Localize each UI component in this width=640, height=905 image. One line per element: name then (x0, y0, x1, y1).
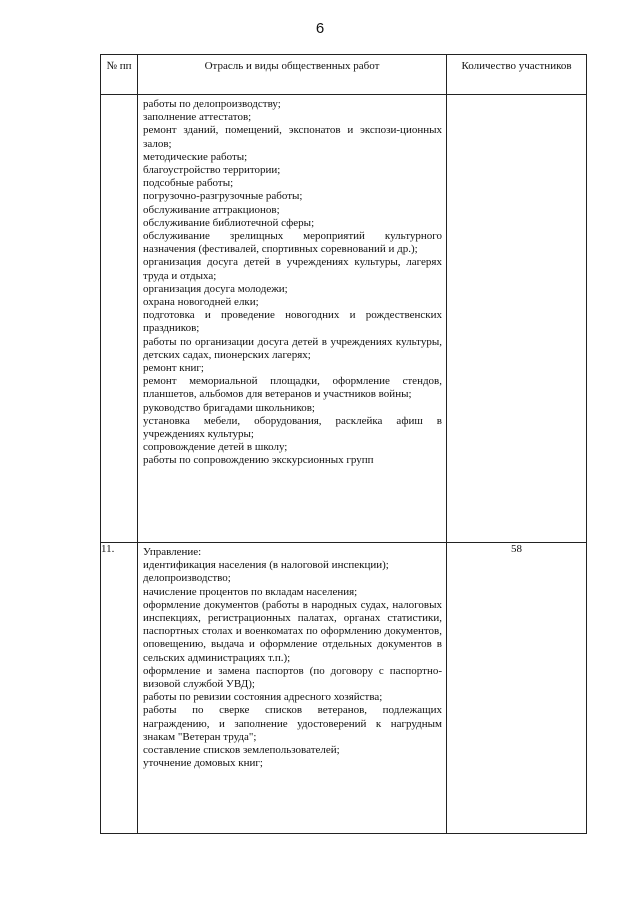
work-item: руководство бригадами школьников; (143, 401, 315, 414)
work-item: делопроизводство; (143, 572, 231, 585)
work-item: подсобные работы; (143, 177, 234, 190)
work-item: начисление процентов по вкладам населения; (143, 585, 358, 598)
work-item: работы по сверке списков ветеранов, подлежащих награждению, и заполнение удостоверений к нагрудным знакам "Ветеран труда"; (143, 704, 442, 743)
work-item: составление списков землепользователей; (143, 744, 340, 757)
work-item: оформление и замена паспортов (по договору с паспортно-визовой службой УВД); (143, 664, 442, 691)
work-item: Управление: (143, 546, 202, 558)
work-item: сопровождение детей в школу; (143, 441, 288, 454)
work-item: установка мебели, оборудования, расклейка афиш в учреждениях культуры; (143, 414, 442, 441)
table-row (101, 543, 587, 834)
work-item: работы по ревизии состояния адресного хозяйства; (143, 691, 383, 704)
row-number: 11. (101, 543, 138, 834)
work-item: обслуживание аттракционов; (143, 203, 280, 216)
header-sector: Отрасль и виды общественных работ (138, 55, 447, 95)
work-item: работы по делопроизводству; (143, 98, 281, 110)
work-item: идентификация населения (в налоговой инспекции); (143, 559, 389, 572)
work-item: оформление документов (работы в народных судах, налоговых инспекциях, регистрационных палатах, органах статистики, паспортных столах и военкоматах по оформлению документов, оповещению, выдача и оформление отдельных документов в сельских администрациях т.п.); (143, 598, 442, 664)
work-item: обслуживание зрелищных мероприятий культурного назначения (фестивалей, спортивных соревнований и др.); (143, 230, 442, 256)
row-participant-count (447, 95, 587, 543)
row-sector-cell (138, 543, 447, 834)
page-number: 6 (315, 20, 325, 37)
work-item: методические работы; (143, 150, 248, 163)
work-item: организация досуга детей в учреждениях культуры, лагерях труда и отдыха; (143, 256, 442, 282)
work-item: работы по организации досуга детей в учреждениях культуры, детских садах, пионерских лагерях; (143, 335, 442, 361)
work-item: заполнение аттестатов; (143, 111, 252, 124)
table-row (101, 95, 587, 543)
work-item: ремонт книг; (143, 362, 204, 375)
work-item: ремонт мемориальной площадки, оформление стендов, планшетов, альбомов для ветеранов и участников войны; (143, 375, 442, 401)
work-item: благоустройство территории; (143, 164, 281, 177)
row-number (101, 95, 138, 543)
work-list (138, 95, 446, 472)
table-header-row (101, 55, 587, 95)
row-participant-count: 58 (447, 543, 587, 834)
work-item: уточнение домовых книг; (143, 757, 263, 770)
header-participant-count: Количество участников (447, 55, 587, 95)
work-item: подготовка и проведение новогодних и рождественских праздников; (143, 309, 442, 335)
work-item: ремонт зданий, помещений, экспонатов и экспози-ционных залов; (143, 124, 442, 150)
work-list (138, 543, 446, 774)
work-item: работы по сопровождению экскурсионных групп (143, 454, 374, 467)
work-item: охрана новогодней елки; (143, 296, 259, 309)
work-item: погрузочно-разгрузочные работы; (143, 190, 303, 203)
work-item: обслуживание библиотечной сферы; (143, 216, 315, 229)
public-works-table (100, 54, 587, 834)
work-item: организация досуга молодежи; (143, 282, 288, 295)
row-sector-cell (138, 95, 447, 543)
header-number: № пп (101, 55, 138, 95)
